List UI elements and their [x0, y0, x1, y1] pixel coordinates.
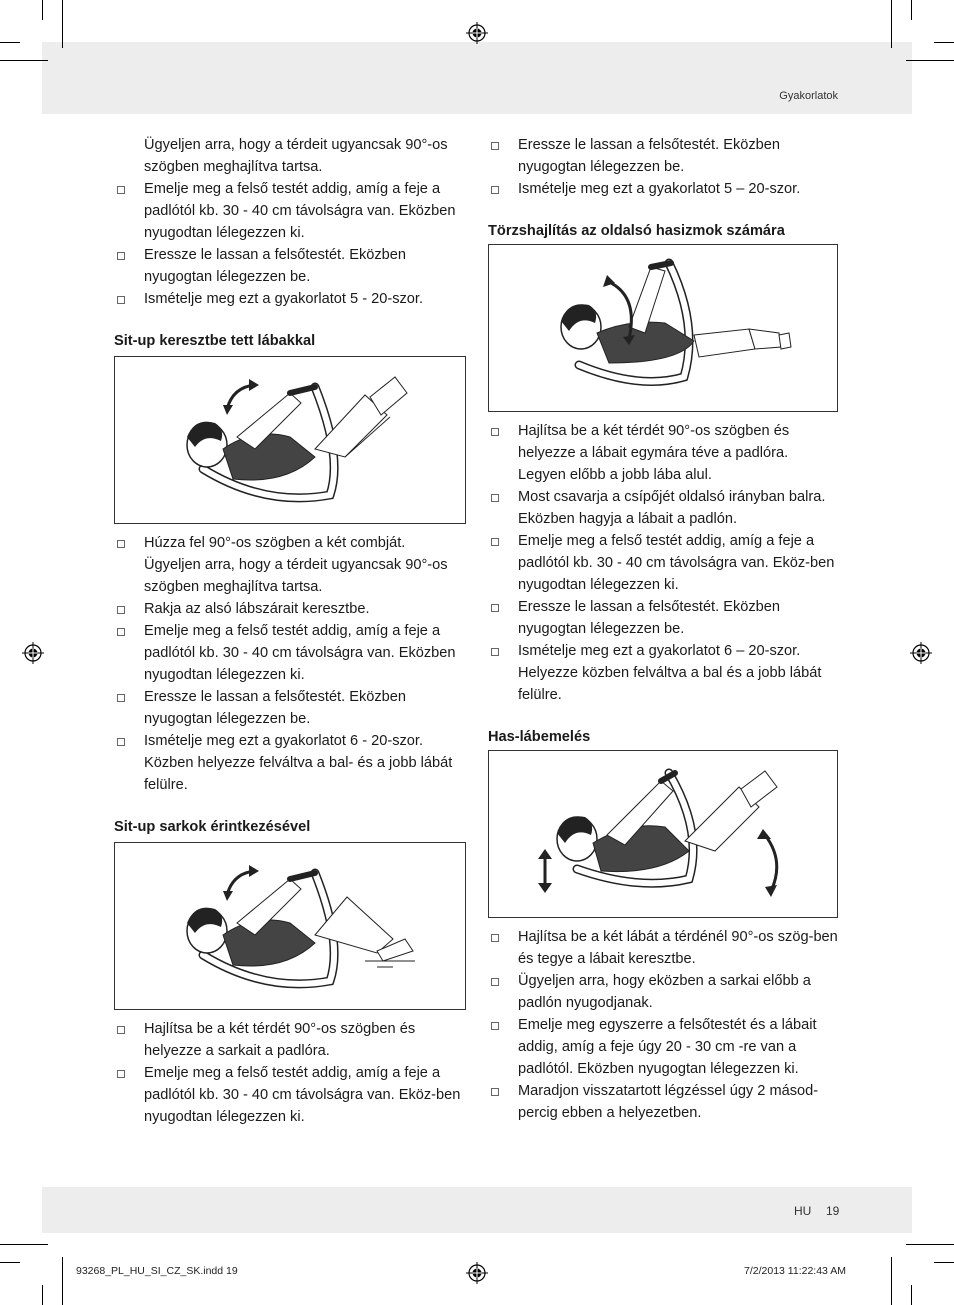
- list-item: [488, 1014, 840, 1080]
- section-heading: Has-lábemelés: [488, 729, 591, 745]
- checkbox-bullet-icon: [491, 604, 499, 612]
- exercise-figure-icon: [115, 357, 466, 524]
- checkbox-bullet-icon: [117, 606, 125, 614]
- registration-mark-icon: [466, 1262, 488, 1284]
- exercise-figure-icon: [489, 751, 838, 918]
- checkbox-bullet-icon: [491, 538, 499, 546]
- list-item-text: Ügyeljen arra, hogy eközben a sarkai előbb a padlón nyugodjanak.: [518, 973, 811, 1011]
- exercise-illustration-side-crunch: [488, 244, 838, 412]
- exercise-illustration-heels-touch: [114, 842, 466, 1010]
- list-item: [114, 178, 466, 244]
- list-item: [488, 970, 840, 1014]
- list-item-text: Ismételje meg ezt a gyakorlatot 6 – 20-szor. Helyezze közben felváltva a bal és a jobb lábát felülre.: [518, 643, 822, 703]
- list-item-text: Hajlítsa be a két térdét 90°-os szögben és helyezze a lábait egymára téve a padlóra. Legyen előbb a jobb lába alul.: [518, 423, 790, 483]
- crop-mark: [934, 42, 954, 43]
- checkbox-bullet-icon: [491, 934, 499, 942]
- checkbox-bullet-icon: [491, 648, 499, 656]
- list-item: [488, 486, 840, 530]
- crop-mark: [0, 1262, 20, 1263]
- exercise-illustration-crossed-legs: [114, 356, 466, 524]
- checkbox-bullet-icon: [117, 540, 125, 548]
- crop-mark: [891, 1257, 892, 1305]
- slug-datetime: 7/2/2013 11:22:43 AM: [744, 1265, 846, 1277]
- checkbox-bullet-icon: [491, 428, 499, 436]
- list-item: [488, 420, 840, 486]
- crop-mark: [62, 1257, 63, 1305]
- crop-mark: [42, 1285, 43, 1305]
- list-item-text: Ismételje meg ezt a gyakorlatot 5 – 20-szor.: [518, 181, 801, 197]
- checkbox-bullet-icon: [117, 296, 125, 304]
- list-item: [488, 134, 840, 178]
- registration-mark-icon: [22, 642, 44, 664]
- list-item-text: Maradjon visszatartott légzéssel úgy 2 másod-percig ebben a helyezetben.: [518, 1083, 819, 1121]
- list-item: [114, 532, 466, 598]
- crop-mark: [906, 60, 954, 61]
- list-item: [488, 596, 840, 640]
- crop-mark: [911, 1285, 912, 1305]
- list-item-text: Hajlítsa be a két térdét 90°-os szögben és helyezze a sarkait a padlóra.: [144, 1021, 416, 1059]
- checkbox-bullet-icon: [491, 142, 499, 150]
- list-item: [114, 598, 466, 620]
- list-item-text: Eressze le lassan a felsőtestét. Eközben nyugogtan lélegezzen be.: [518, 599, 781, 637]
- crop-mark: [0, 42, 20, 43]
- right-column: [488, 134, 840, 1124]
- crop-mark: [911, 0, 912, 20]
- checkbox-bullet-icon: [117, 186, 125, 194]
- crop-mark: [906, 1244, 954, 1245]
- exercise-figure-icon: [115, 843, 466, 1010]
- section-heading: Sit-up keresztbe tett lábakkal: [114, 333, 316, 349]
- registration-mark-icon: [910, 642, 932, 664]
- checkbox-bullet-icon: [491, 978, 499, 986]
- list-item: [488, 1080, 840, 1124]
- exercise-figure-icon: [489, 245, 838, 412]
- list-item: [114, 1018, 466, 1062]
- list-item: [114, 244, 466, 288]
- checkbox-bullet-icon: [491, 1022, 499, 1030]
- checkbox-bullet-icon: [491, 186, 499, 194]
- list-item: [488, 926, 840, 970]
- checkbox-bullet-icon: [117, 738, 125, 746]
- list-item-text: Rakja az alsó lábszárait keresztbe.: [144, 601, 370, 617]
- exercise-illustration-leg-raise: [488, 750, 838, 918]
- list-item-text: Emelje meg a felső testét addig, amíg a feje a padlótól kb. 30 - 40 cm távolságra van. Eközben nyugodtan lélegezzen ki.: [144, 623, 456, 683]
- header-band: [42, 42, 912, 114]
- list-item-text: Eressze le lassan a felsőtestét. Eközben nyugogtan lélegezzen be.: [144, 689, 407, 727]
- list-item: [488, 530, 840, 596]
- list-item-text: Emelje meg a felső testét addig, amíg a feje a padlótól kb. 30 - 40 cm távolságra van. Eközben nyugodtan lélegezzen ki.: [144, 181, 456, 241]
- list-item: [114, 686, 466, 730]
- checkbox-bullet-icon: [117, 252, 125, 260]
- section-heading: Törzshajlítás az oldalsó hasizmok számára: [488, 223, 785, 239]
- footer-language: HU: [794, 1204, 812, 1218]
- intro-paragraph: Ügyeljen arra, hogy a térdeit ugyancsak 90°-os szögben meghajlítva tartsa.: [144, 137, 448, 175]
- crop-mark: [934, 1262, 954, 1263]
- checkbox-bullet-icon: [117, 694, 125, 702]
- list-item-text: Húzza fel 90°-os szögben a két combját. Ügyeljen arra, hogy a térdeit ugyancsak 90°-os szögben meghajlítva tartsa.: [144, 535, 448, 595]
- crop-mark: [0, 60, 48, 61]
- list-item: [114, 620, 466, 686]
- list-item: [114, 730, 466, 796]
- checkbox-bullet-icon: [117, 628, 125, 636]
- list-item-text: Ismételje meg ezt a gyakorlatot 6 - 20-szor. Közben helyezze felváltva a bal- és a jobb lábát felülre.: [144, 733, 453, 793]
- checkbox-bullet-icon: [117, 1026, 125, 1034]
- list-item: [488, 178, 840, 200]
- list-item-text: Emelje meg egyszerre a felsőtestét és a lábait addig, amíg a feje úgy 20 - 30 cm -re van a padlótól. Eközben nyugogtan lélegezzen ki.: [518, 1017, 817, 1077]
- crop-mark: [62, 0, 63, 48]
- checkbox-bullet-icon: [491, 494, 499, 502]
- list-item-text: Hajlítsa be a két lábát a térdénél 90°-os szög-ben és tegye a lábait keresztbe.: [518, 929, 838, 967]
- slug-filename: 93268_PL_HU_SI_CZ_SK.indd 19: [76, 1265, 238, 1277]
- checkbox-bullet-icon: [491, 1088, 499, 1096]
- list-item-text: Eressze le lassan a felsőtestét. Eközben nyugogtan lélegezzen be.: [144, 247, 407, 285]
- list-item-text: Ismételje meg ezt a gyakorlatot 5 - 20-szor.: [144, 291, 424, 307]
- list-item: [488, 640, 840, 706]
- left-column: [114, 134, 466, 1128]
- crop-mark: [891, 0, 892, 48]
- list-item-text: Eressze le lassan a felsőtestét. Eközben nyugogtan lélegezzen be.: [518, 137, 781, 175]
- section-label: Gyakorlatok: [779, 90, 838, 102]
- list-item: [114, 288, 466, 310]
- registration-mark-icon: [466, 22, 488, 44]
- list-item: [114, 1062, 466, 1128]
- page-number: 19: [826, 1204, 840, 1218]
- list-item-text: Emelje meg a felső testét addig, amíg a feje a padlótól kb. 30 - 40 cm távolságra van. Eköz-ben nyugodtan lélegezzen ki.: [518, 533, 835, 593]
- checkbox-bullet-icon: [117, 1070, 125, 1078]
- list-item-text: Most csavarja a csípőjét oldalsó irányban balra. Eközben hagyja a lábait a padlón.: [518, 489, 826, 527]
- crop-mark: [42, 0, 43, 20]
- list-item-text: Emelje meg a felső testét addig, amíg a feje a padlótól kb. 30 - 40 cm távolságra van. Eköz-ben nyugodtan lélegezzen ki.: [144, 1065, 461, 1125]
- crop-mark: [0, 1244, 48, 1245]
- footer-band: [42, 1187, 912, 1233]
- section-heading: Sit-up sarkok érintkezésével: [114, 819, 311, 835]
